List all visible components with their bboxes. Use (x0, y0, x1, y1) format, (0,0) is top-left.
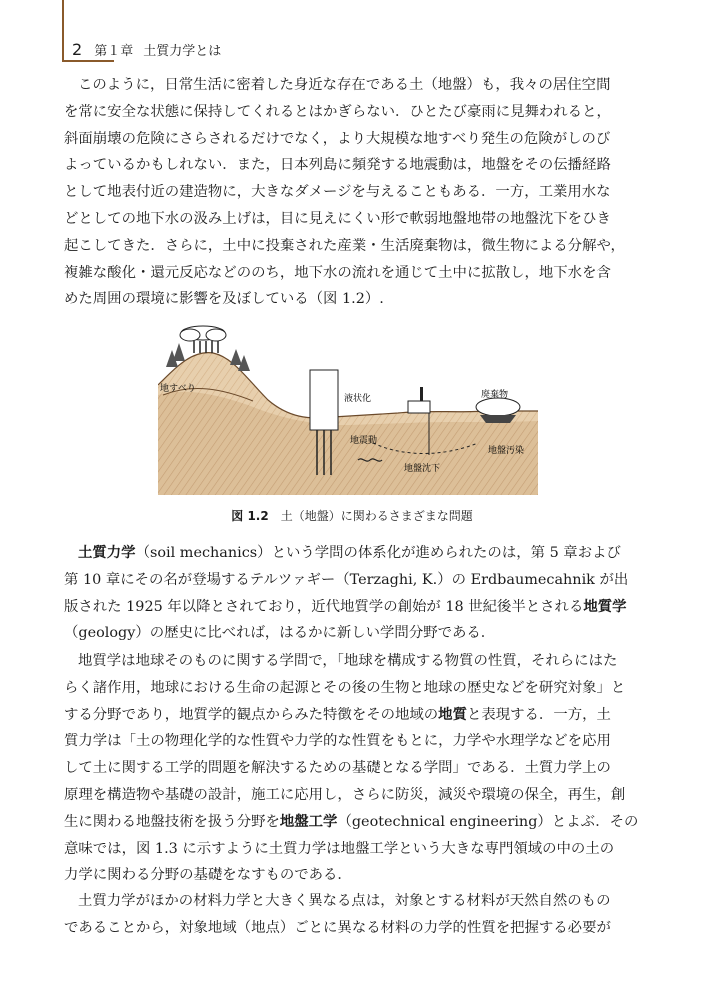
text-line: 起こしてきた．さらに，土中に投棄された産業・生活廃棄物は，微生物による分解や， (64, 237, 625, 254)
text-run: と表現する．一方，土 (466, 706, 611, 723)
figure-caption (0, 507, 704, 524)
text-run: 生に関わる地盤技術を扱う分野を (64, 813, 280, 830)
figure-number: 図 1.2 (231, 509, 269, 523)
figure-caption-text: 土（地盤）に関わるさまざまな問題 (280, 509, 473, 523)
text-line (64, 540, 636, 567)
paragraph-1 (64, 72, 636, 313)
text-run: 版された 1925 年以降とされており，近代地質学の創始が 18 世紀後半とされる (64, 598, 584, 615)
text-line: 力学に関わる分野の基礎をなすものである． (64, 867, 352, 884)
text-line: （geology）の歴史に比べれば，はるかに新しい学問分野である． (64, 625, 496, 642)
figure-1-2-illustration (158, 325, 538, 495)
text-line: 地質学は地球そのものに関する学問で，「地球を構成する物質の性質，それらにはた (78, 653, 618, 669)
text-line: 斜面崩壊の危険にさらされるだけでなく，より大規模な地すべり発生の危険がしのび (64, 130, 611, 147)
term-geotechnical-engineering: 地盤工学 (279, 813, 338, 830)
text-line: を常に安全な状態に保持してくれるとはかぎらない．ひとたび豪雨に見舞われると， (64, 103, 611, 120)
text-run: する分野であり，地質学的観点からみた特徴をその地域の (64, 706, 439, 723)
page-number: 2 (72, 40, 83, 59)
running-header (72, 40, 221, 59)
paragraph-4 (64, 888, 636, 942)
paragraph-3 (64, 648, 639, 889)
label-liquefaction: 液状化 (344, 394, 372, 404)
text-line: 原理を構造物や基礎の設計，施工に応用し，さらに防災，減災や環境の保全，再生，創 (64, 786, 626, 803)
text-line: 質力学は「土の物理化学的な性質や力学的な性質をもとに，力学や水理学などを応用 (64, 733, 611, 750)
text-line: 第 10 章にその名が登場するテルツァギー（Terzaghi, K.）の Erdbaumecahnik が出 (64, 571, 629, 588)
text-run: （soil mechanics）という学問の体系化が進められたのは，第 5 章および (135, 545, 621, 561)
text-line: らく諸作用，地球における生命の起源とその後の生物と地球の歴史などを研究対象」と (64, 679, 626, 696)
term-chishitsu: 地質 (438, 706, 467, 723)
text-line: であることから，対象地域（地点）ごとに異なる材料の力学的性質を把握する必要が (64, 919, 611, 936)
text-line: どとしての地下水の汲み上げは，目に見えにくい形で軟弱地盤地帯の地盤沈下をひき (64, 210, 611, 227)
chapter-title: 土質力学とは (143, 44, 222, 59)
text-line: 複雑な酸化・還元反応などののち，地下水の流れを通じて土中に拡散し，地下水を含 (64, 264, 611, 281)
text-line: このように，日常生活に密着した身近な存在である土（地盤）も，我々の居住空間 (78, 77, 611, 93)
text-line (64, 702, 636, 729)
paragraph-2 (64, 540, 636, 647)
term-soil-mechanics: 土質力学 (78, 545, 136, 561)
text-line: として地表付近の建造物に，大きなダメージを与えることもある．一方，工業用水な (64, 184, 611, 201)
label-earthquake: 地震動 (350, 436, 378, 446)
text-line (64, 809, 639, 836)
chapter-number: 第１章 (94, 44, 134, 59)
header-rule-horizontal (62, 60, 114, 62)
label-contamination: 地盤汚染 (488, 446, 525, 456)
text-run: （geotechnical engineering）とよぶ．その (337, 813, 639, 830)
term-geology: 地質学 (583, 598, 627, 615)
text-line: して土に関する工学的問題を解決するための基礎となる学問」である．土質力学上の (64, 760, 611, 777)
label-waste: 廃棄物 (481, 390, 509, 400)
text-line: 土質力学がほかの材料力学と大きく異なる点は，対象とする材料が天然自然のもの (78, 893, 611, 909)
label-subsidence: 地盤沈下 (404, 464, 441, 474)
text-line: よっているかもしれない．また，日本列島に頻発する地震動は，地盤をその伝播経路 (64, 157, 611, 174)
text-line (64, 594, 636, 621)
label-landslide: 地すべり (160, 384, 196, 394)
header-rule-vertical (62, 0, 64, 62)
text-line: めた周囲の環境に影響を及ぼしている（図 1.2）. (64, 291, 384, 308)
text-line: 意味では，図 1.3 に示すように土質力学は地盤工学という大きな専門領域の中の土の (64, 840, 615, 857)
